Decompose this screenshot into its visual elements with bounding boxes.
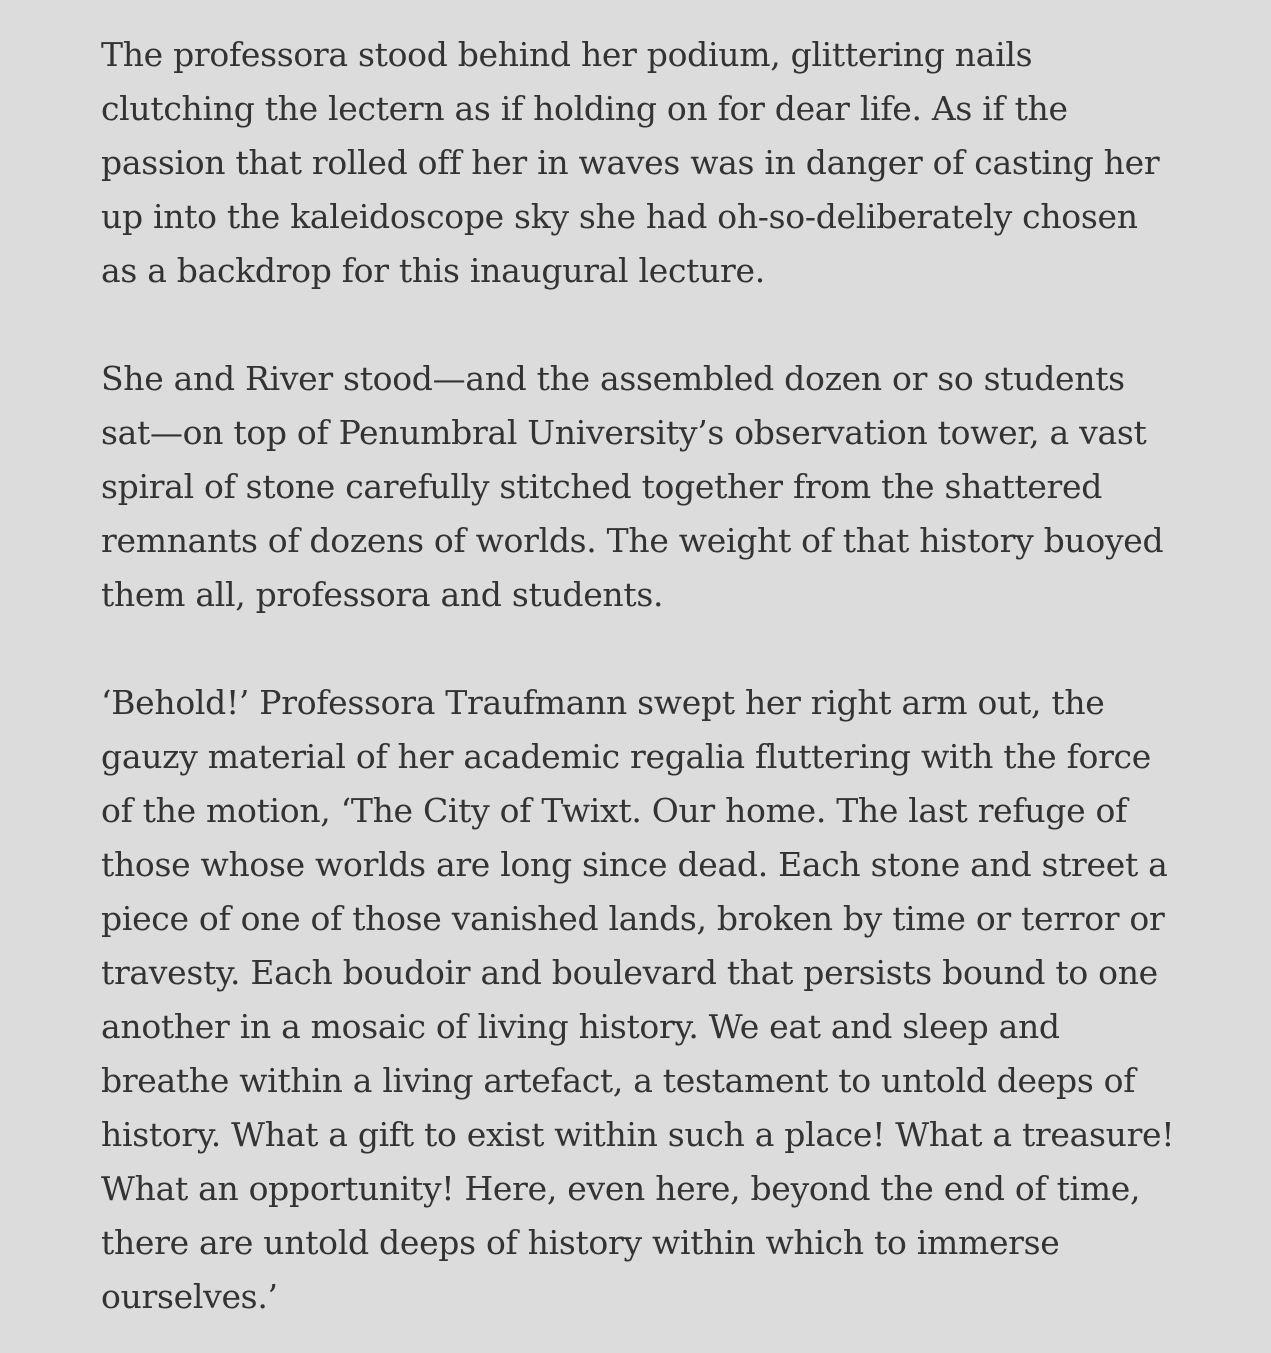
text-line: history. What a gift to exist within such a place! What a treasure!	[101, 1115, 1175, 1154]
paragraph-3	[101, 676, 1231, 1324]
paragraph-1	[101, 28, 1231, 298]
text-line: there are untold deeps of history within which to immerse	[101, 1223, 1060, 1262]
text-line: The professora stood behind her podium, glittering nails	[101, 35, 1033, 74]
text-line: She and River stood—and the assembled dozen or so students	[101, 359, 1125, 398]
text-line: as a backdrop for this inaugural lecture.	[101, 251, 765, 290]
text-line: another in a mosaic of living history. We eat and sleep and	[101, 1007, 1060, 1046]
text-line: remnants of dozens of worlds. The weight of that history buoyed	[101, 521, 1164, 560]
text-line: gauzy material of her academic regalia fluttering with the force	[101, 737, 1151, 776]
text-line: passion that rolled off her in waves was in danger of casting her	[101, 143, 1160, 182]
text-line: ourselves.’	[101, 1277, 278, 1316]
text-line: those whose worlds are long since dead. Each stone and street a	[101, 845, 1168, 884]
text-line: piece of one of those vanished lands, broken by time or terror or	[101, 899, 1165, 938]
text-line: them all, professora and students.	[101, 575, 664, 614]
text-line: up into the kaleidoscope sky she had oh-so-deliberately chosen	[101, 197, 1138, 236]
text-line: breathe within a living artefact, a testament to untold deeps of	[101, 1061, 1136, 1100]
text-line: sat—on top of Penumbral University’s observation tower, a vast	[101, 413, 1147, 452]
text-line: What an opportunity! Here, even here, beyond the end of time,	[101, 1169, 1141, 1208]
paragraph-2	[101, 352, 1231, 622]
text-line: ‘Behold!’ Professora Traufmann swept her right arm out, the	[101, 683, 1105, 722]
text-line: spiral of stone carefully stitched together from the shattered	[101, 467, 1103, 506]
text-line: of the motion, ‘The City of Twixt. Our home. The last refuge of	[101, 791, 1127, 830]
text-line: travesty. Each boudoir and boulevard that persists bound to one	[101, 953, 1158, 992]
text-line: clutching the lectern as if holding on for dear life. As if the	[101, 89, 1068, 128]
